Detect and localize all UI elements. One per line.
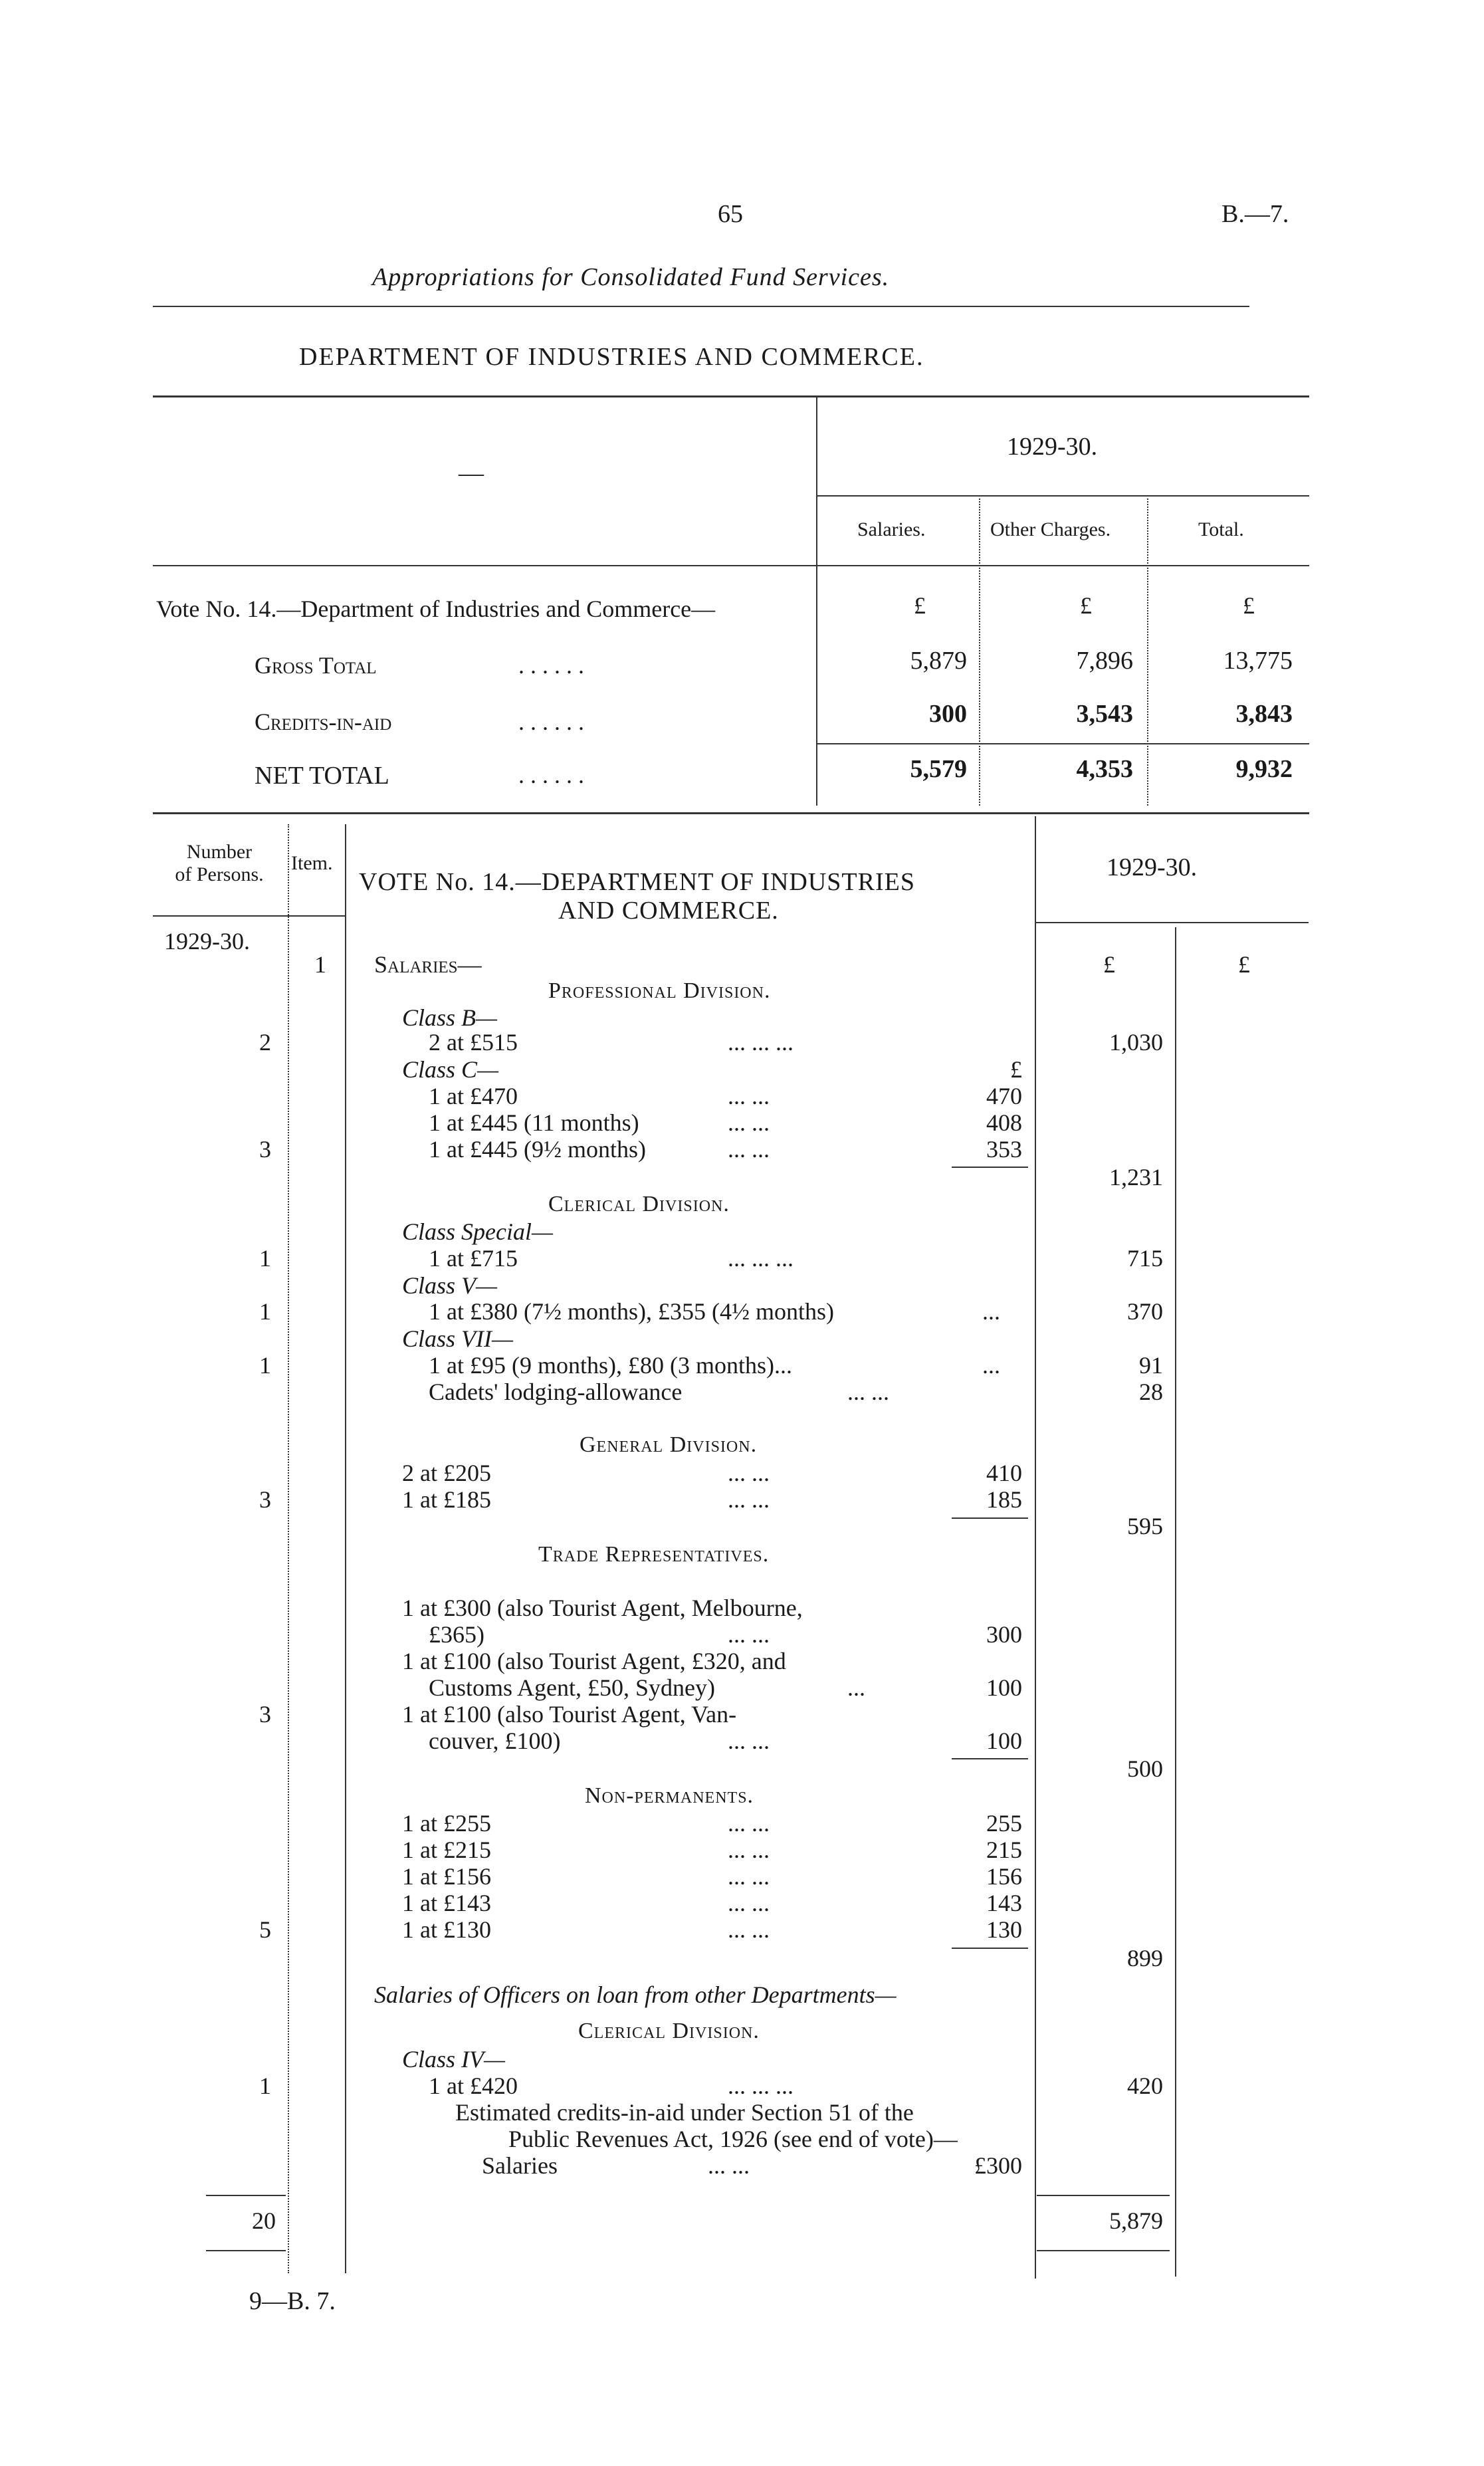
col-total: Total. [1198,518,1244,540]
class-special-amount: 715 [1127,1245,1163,1272]
class-b-line: 2 at £515 [429,1029,518,1056]
credits-note-dots: ... ... [708,2152,750,2179]
class-c-subtotal-rule [952,1167,1028,1168]
class-c-row-3-amount: 353 [986,1136,1022,1163]
trade-representatives-heading: Trade Representatives. [538,1542,770,1567]
credits-note-line3: Salaries [482,2152,558,2179]
class-v-dots: ... [982,1298,1000,1325]
col-other-charges: Other Charges. [990,518,1111,540]
credits-salaries: 300 [929,700,967,728]
class-c-row-3-desc: 1 at £445 (9½ months) [429,1136,646,1163]
non-permanent-row-4-dots: ... ... [728,1890,770,1916]
class-b-count: 2 [259,1029,271,1056]
summary-bottom-rule [153,812,1309,814]
net-total-dots: . . . . . . [518,762,584,788]
trade-rep-1-line1: 1 at £300 (also Tourist Agent, Melbourne, [402,1595,803,1621]
non-permanent-row-1-amount: 255 [986,1810,1022,1837]
trade-rep-1-line2: £365) [429,1621,484,1648]
total-salaries-amount: 5,879 [1109,2207,1163,2234]
trade-rep-2-dots: ... [847,1674,865,1701]
loan-clerical-division-heading: Clerical Division. [578,2019,760,2043]
class-iv-heading: Class IV— [402,2046,506,2073]
non-permanent-row-2-desc: 1 at £215 [402,1837,491,1863]
trade-rep-2-amount: 100 [986,1674,1022,1701]
trade-rep-2-line1: 1 at £100 (also Tourist Agent, £320, and [402,1648,786,1674]
cadets-allowance-amount: 28 [1139,1379,1163,1405]
total-persons: 20 [252,2207,276,2234]
non-permanent-row-5-desc: 1 at £130 [402,1916,491,1943]
class-c-row-2-dots: ... ... [728,1109,770,1136]
subtitle-rule [153,306,1249,307]
general-row-2-dots: ... ... [728,1486,770,1513]
general-subtotal-rule [952,1517,1028,1519]
credits-note-line1: Estimated credits-in-aid under Section 51 of the [455,2099,914,2126]
non-permanent-row-5-amount: 130 [986,1916,1022,1943]
pound-total: £ [1243,592,1255,619]
col-number-line2: of Persons. [175,863,264,885]
class-iv-count: 1 [259,2073,271,2099]
class-iv-line: 1 at £420 [429,2073,518,2099]
net-total-label: NET TOTAL [255,762,389,790]
general-row-1-dots: ... ... [728,1460,770,1486]
department-title: DEPARTMENT OF INDUSTRIES AND COMMERCE. [299,343,924,371]
summary-top-rule [153,395,1309,397]
non-permanents-heading: Non-permanents. [585,1783,754,1808]
general-row-2-amount: 185 [986,1486,1022,1513]
salaries-heading: Salaries— [374,951,482,978]
non-permanent-row-1-desc: 1 at £255 [402,1810,491,1837]
amount-col-line [1035,816,1036,2279]
credits-note-amount: £300 [974,2152,1022,2179]
class-c-row-2-desc: 1 at £445 (11 months) [429,1109,639,1136]
vote-title-line1: VOTE No. 14.—DEPARTMENT OF INDUSTRIES [359,868,915,896]
amount-total-rule-bottom [1037,2250,1170,2251]
summary-year: 1929-30. [1007,433,1098,461]
officers-on-loan-heading: Salaries of Officers on loan from other Departments— [374,1981,897,2008]
general-row-1-amount: 410 [986,1460,1022,1486]
class-b-amount: 1,030 [1109,1029,1163,1056]
class-iv-amount: 420 [1127,2073,1163,2099]
trade-rep-3-line2: couver, £100) [429,1728,561,1754]
trade-rep-3-amount: 100 [986,1728,1022,1754]
year-header-rule [1036,922,1309,923]
general-row-2-desc: 1 at £185 [402,1486,491,1513]
gross-total: 13,775 [1223,647,1293,675]
gross-total-label: Gross Total [255,652,377,679]
item-number: 1 [314,951,326,978]
trade-rep-2-line2: Customs Agent, £50, Sydney) [429,1674,716,1701]
class-vii-dots: ... [982,1352,1000,1379]
class-iv-dots: ... ... ... [728,2073,794,2099]
non-permanent-row-3-dots: ... ... [728,1863,770,1890]
general-division-heading: General Division. [580,1432,758,1457]
non-permanent-count: 5 [259,1916,271,1943]
class-c-count: 3 [259,1136,271,1163]
class-v-amount: 370 [1127,1298,1163,1325]
item-col-right-line [345,824,346,2273]
general-total: 595 [1127,1513,1163,1539]
persons-year: 1929-30. [164,928,250,954]
non-permanent-row-2-dots: ... ... [728,1837,770,1863]
class-c-row-2-amount: 408 [986,1109,1022,1136]
class-vii-line: 1 at £95 (9 months), £80 (3 months)... [429,1352,792,1379]
class-c-row-1-desc: 1 at £470 [429,1083,518,1109]
pound-salaries: £ [914,592,926,619]
persons-total-rule-top [206,2195,286,2196]
class-special-heading: Class Special— [402,1218,554,1245]
summary-year-rule [817,495,1309,497]
amount-total-rule-top [1037,2195,1170,2196]
class-b-heading: Class B— [402,1004,498,1031]
footer-signature: 9—B. 7. [249,2287,336,2315]
credits-other: 3,543 [1076,700,1133,728]
summary-col-divider-2 [1147,499,1148,806]
credits-note-line2: Public Revenues Act, 1926 (see end of vote)— [508,2126,958,2152]
class-special-count: 1 [259,1245,271,1272]
class-vii-amount: 91 [1139,1352,1163,1379]
class-c-row-1-amount: 470 [986,1083,1022,1109]
general-count: 3 [259,1486,271,1513]
net-other: 4,353 [1076,755,1133,783]
non-permanent-row-3-desc: 1 at £156 [402,1863,491,1890]
summary-dash: — [459,459,484,487]
pound-total-col: £ [1238,951,1250,978]
trade-rep-1-dots: ... ... [728,1621,770,1648]
gross-salaries: 5,879 [910,647,967,675]
non-permanent-row-1-dots: ... ... [728,1810,770,1837]
credits-total: 3,843 [1235,700,1293,728]
class-v-line: 1 at £380 (7½ months), £355 (4½ months) [429,1298,834,1325]
class-c-row-3-dots: ... ... [728,1136,770,1163]
net-total-rule [817,743,1309,744]
item-col-left-line [288,824,289,2273]
col-salaries: Salaries. [857,518,926,540]
detail-year-heading: 1929-30. [1107,853,1198,881]
page-subtitle: Appropriations for Consolidated Fund Services. [372,263,890,291]
non-permanent-row-5-dots: ... ... [728,1916,770,1943]
non-permanent-row-3-amount: 156 [986,1863,1022,1890]
document-reference: B.—7. [1221,200,1289,228]
persons-header-rule [153,915,346,917]
persons-total-rule-bottom [206,2250,286,2251]
class-c-pound: £ [1010,1056,1022,1083]
pound-amount-col: £ [1103,951,1115,978]
trade-rep-count: 3 [259,1701,271,1728]
class-b-dots: ... ... ... [728,1029,794,1056]
class-v-heading: Class V— [402,1272,498,1299]
class-special-dots: ... ... ... [728,1245,794,1272]
class-c-row-1-dots: ... ... [728,1083,770,1109]
trade-rep-subtotal-rule [952,1758,1028,1759]
non-permanent-total: 899 [1127,1945,1163,1971]
vote-title-line2: AND COMMERCE. [558,897,779,925]
class-c-total: 1,231 [1109,1164,1163,1190]
class-c-heading: Class C— [402,1056,499,1083]
credits-in-aid-label: Credits-in-aid [255,709,392,735]
non-permanent-row-2-amount: 215 [986,1837,1022,1863]
col-number-of-persons [153,841,286,886]
trade-rep-total: 500 [1127,1755,1163,1782]
clerical-division-heading: Clerical Division. [548,1192,730,1216]
gross-total-dots: . . . . . . [518,652,584,679]
trade-rep-3-dots: ... ... [728,1728,770,1754]
trade-rep-3-line1: 1 at £100 (also Tourist Agent, Van- [402,1701,737,1728]
net-total: 9,932 [1235,755,1293,783]
trade-rep-1-amount: 300 [986,1621,1022,1648]
general-row-1-desc: 2 at £205 [402,1460,491,1486]
class-v-count: 1 [259,1298,271,1325]
cadets-allowance-dots: ... ... [847,1379,889,1405]
cadets-allowance-line: Cadets' lodging-allowance [429,1379,683,1405]
class-special-line: 1 at £715 [429,1245,518,1272]
col-number-line1: Number [186,841,253,863]
class-vii-heading: Class VII— [402,1325,514,1352]
non-permanent-subtotal-rule [952,1948,1028,1949]
professional-division-heading: Professional Division. [548,978,771,1003]
pound-other: £ [1080,592,1092,619]
gross-other: 7,896 [1076,647,1133,675]
non-permanent-row-4-desc: 1 at £143 [402,1890,491,1916]
non-permanent-row-4-amount: 143 [986,1890,1022,1916]
class-vii-count: 1 [259,1352,271,1379]
summary-col-divider-1 [979,499,980,806]
vote-label: Vote No. 14.—Department of Industries and Commerce— [156,596,716,622]
col-item: Item. [291,852,333,874]
net-salaries: 5,579 [910,755,967,783]
summary-header-rule [153,565,1309,566]
total-col-line [1175,927,1176,2277]
credits-in-aid-dots: . . . . . . [518,709,584,735]
page-number: 65 [718,200,743,228]
